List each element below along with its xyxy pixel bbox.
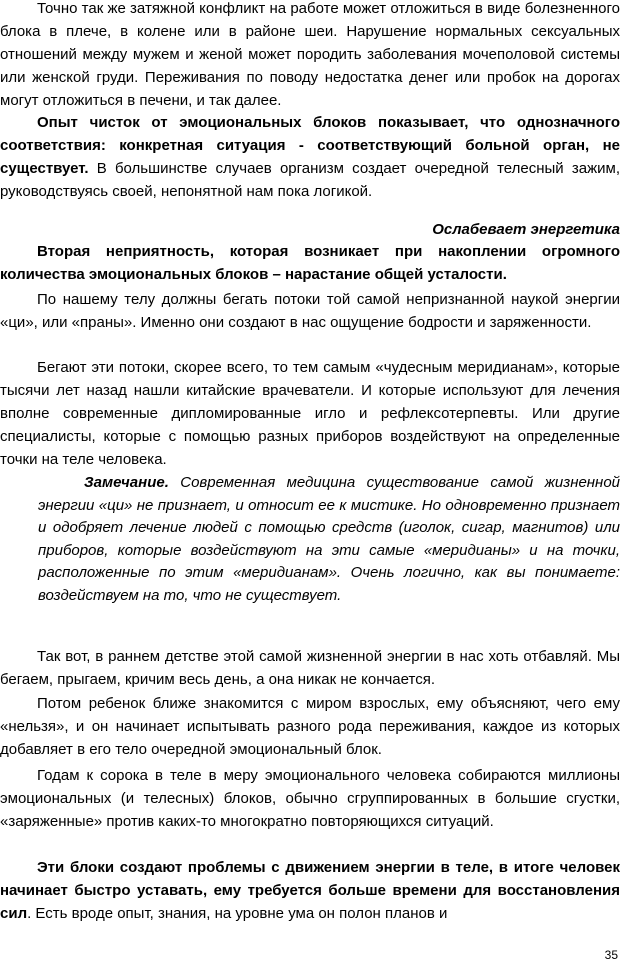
paragraph-energy-problems bbox=[0, 856, 620, 925]
paragraph-cleansing-experience bbox=[0, 111, 620, 203]
note-block bbox=[38, 472, 620, 607]
paragraph-continuation: В большинстве случаев организм создает очередной телесный зажим, руководствуясь своей, непонятной нам пока логикой. bbox=[0, 160, 620, 200]
note-text: Современная медицина существование самой жизненной энергии «ци» не признает, и относит ее к мистике. Но одновременно признает и одобряет лечение людей с помощью средств (иголок, сигар, магнитов) или приборов, которые воздействуют на эти самые «меридианы» и на точки, расположенные по этим «меридианам». Очень логично, как вы понимаете: воздействуем на то, что не существует. bbox=[38, 474, 620, 604]
paragraph-forty-years: Годам к сорока в теле в меру эмоционального человека собираются миллионы эмоциональных (и телесных) блоков, обычно сгруппированных в большие сгустки, «заряженные» против каких-то многократно повторяющихся ситуаций. bbox=[0, 767, 620, 830]
paragraph-bold-lead-2: Эти блоки создают проблемы с движением энергии в теле, в итоге человек начинает быстро уставать, ему требуется больше времени для восстановления сил bbox=[0, 859, 620, 922]
paragraph-continuation-2: . Есть вроде опыт, знания, на уровне ума он полон планов и bbox=[27, 905, 448, 922]
paragraph-meridians: Бегают эти потоки, скорее всего, то тем самым «чудесным меридианам», которые тысячи лет назад нашли китайские врачеватели. И которые используют для лечения вполне современные дипломированные игло и рефлексотерпевты. Или другие специалисты, которые с помощью разных приборов воздействуют на определенные точки на теле человека. bbox=[0, 359, 620, 468]
page-number: 35 bbox=[604, 948, 618, 962]
paragraph-fatigue-intro: Вторая неприятность, которая возникает при накоплении огромного количества эмоциональных блоков – нарастание общей усталости. bbox=[0, 243, 620, 283]
paragraph-adult-world: Потом ребенок ближе знакомится с миром взрослых, ему объясняют, чего ему «нельзя», и он начинает испытывать разного рода переживания, каждое из которых добавляет в его тело очередной эмоциональный блок. bbox=[0, 695, 620, 758]
paragraph-bold-lead: Опыт чисток от эмоциональных блоков показывает, что однозначного соответствия: конкретная ситуация - соответствующий больной орган, не существует. bbox=[0, 114, 620, 177]
section-heading: Ослабевает энергетика bbox=[432, 221, 620, 238]
paragraph-childhood-energy: Так вот, в раннем детстве этой самой жизненной энергии в нас хоть отбавляй. Мы бегаем, прыгаем, кричим весь день, а она никак не кончается. bbox=[0, 648, 620, 688]
paragraph-qi-energy: По нашему телу должны бегать потоки той самой непризнанной наукой энергии «ци», или «праны». Именно они создают в нас ощущение бодрости и заряженности. bbox=[0, 291, 620, 331]
paragraph-blocks-locations: Точно так же затяжной конфликт на работе может отложиться в виде болезненного блока в плече, в колене или в районе шеи. Нарушение нормальных сексуальных отношений между мужем и женой может породить заболевания мочеполовой системы или женской груди. Переживания по поводу недостатка денег или пробок на дорогах могут отложиться в печени, и так далее. bbox=[0, 0, 620, 109]
note-label: Замечание. bbox=[84, 474, 169, 491]
